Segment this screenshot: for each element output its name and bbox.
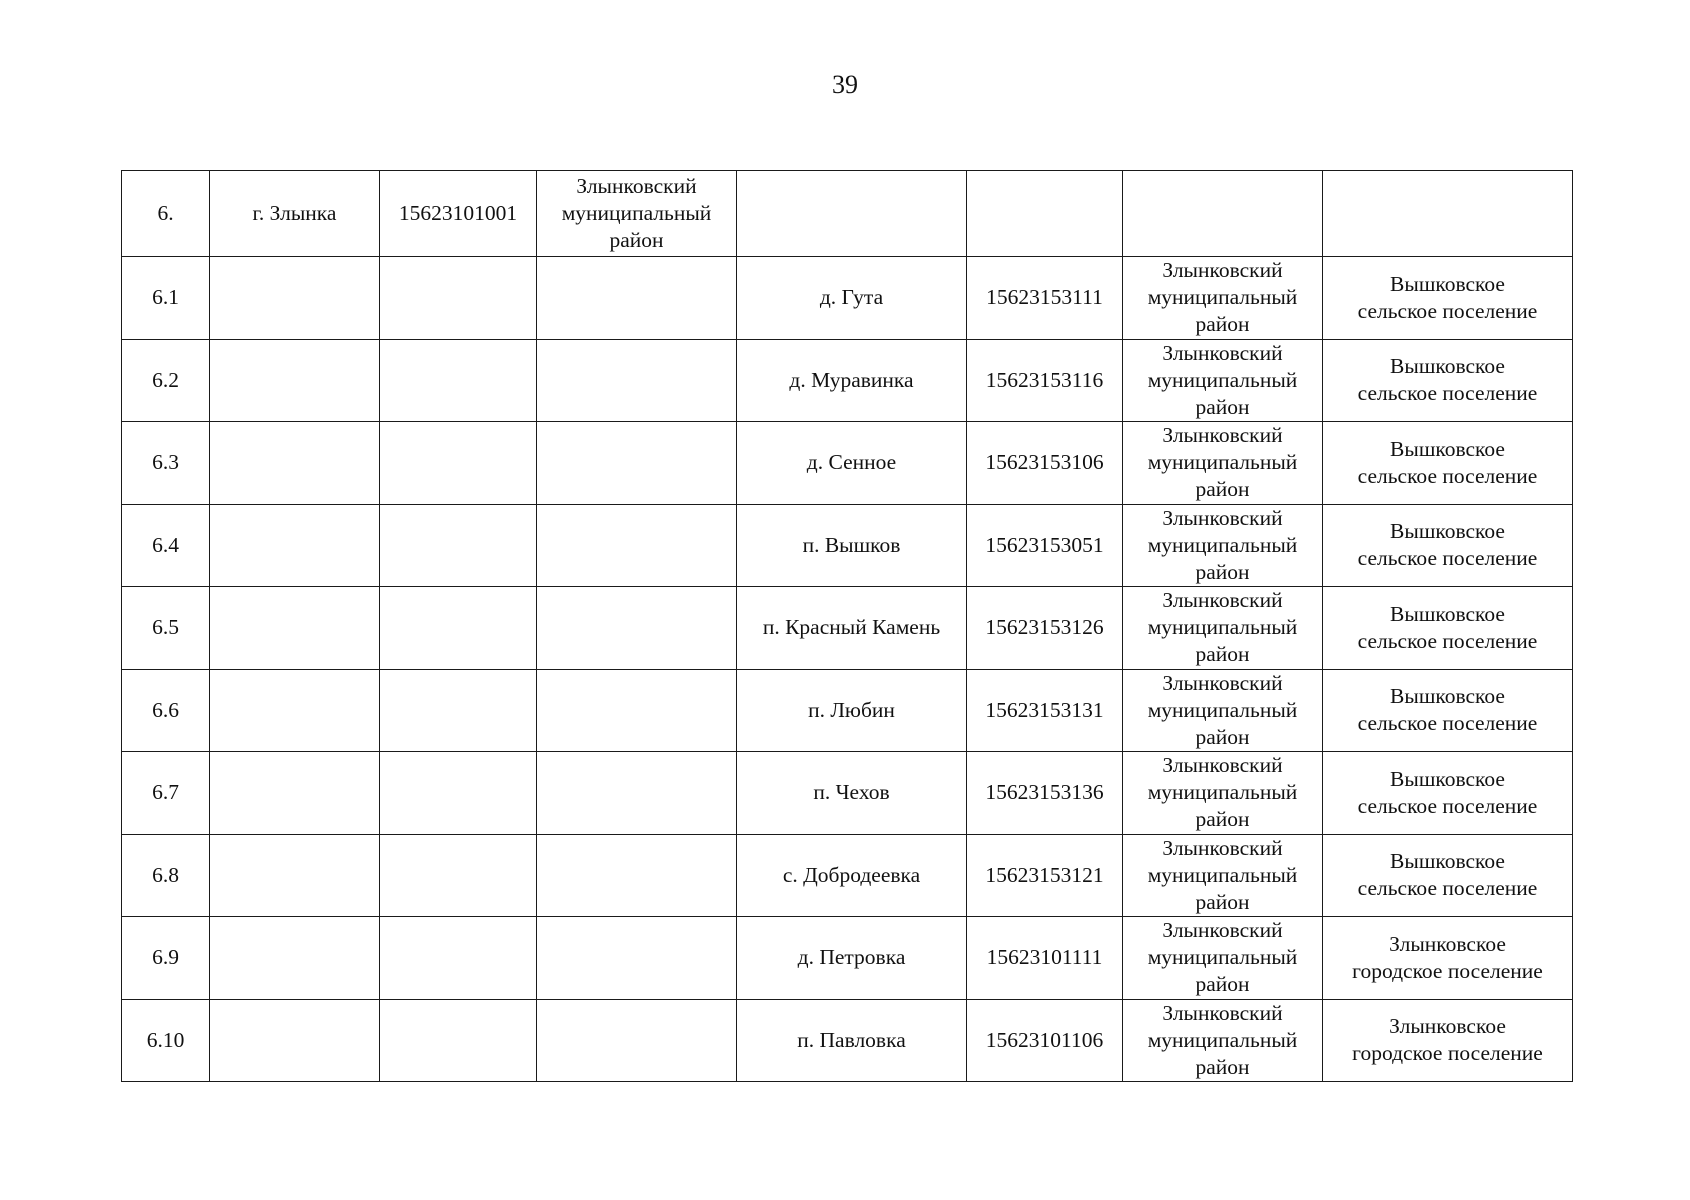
district-name: Злынковский муниципальный район [1123, 669, 1323, 752]
empty-cell [537, 917, 737, 1000]
empty-cell [537, 834, 737, 917]
empty-cell [210, 752, 380, 835]
locality-name: п. Вышков [737, 504, 967, 587]
district-name: Злынковский муниципальный район [1123, 587, 1323, 670]
empty-cell [537, 587, 737, 670]
row-number: 6.1 [122, 257, 210, 340]
oktmo-code: 15623101106 [967, 999, 1123, 1082]
district-name: Злынковский муниципальный район [1123, 257, 1323, 340]
empty-cell [380, 339, 537, 422]
row-number: 6.4 [122, 504, 210, 587]
empty-cell [380, 257, 537, 340]
empty-cell [967, 171, 1123, 257]
empty-cell [380, 834, 537, 917]
row-number: 6.7 [122, 752, 210, 835]
row-number: 6.3 [122, 422, 210, 505]
table-row [122, 669, 1573, 752]
empty-cell [210, 504, 380, 587]
empty-cell [380, 422, 537, 505]
empty-cell [210, 587, 380, 670]
locality-name: д. Муравинка [737, 339, 967, 422]
oktmo-code: 15623153106 [967, 422, 1123, 505]
table-row [122, 339, 1573, 422]
settlement-name: Вышковское сельское поселение [1323, 752, 1573, 835]
district-name: Злынковский муниципальный район [1123, 917, 1323, 1000]
table-row [122, 917, 1573, 1000]
district-name: Злынковский муниципальный район [1123, 752, 1323, 835]
district-name: Злынковский муниципальный район [1123, 504, 1323, 587]
oktmo-code: 15623153136 [967, 752, 1123, 835]
table-row-main [122, 171, 1573, 257]
empty-cell [537, 999, 737, 1082]
empty-cell [380, 917, 537, 1000]
oktmo-code: 15623153121 [967, 834, 1123, 917]
empty-cell [210, 834, 380, 917]
locality-name: г. Злынка [210, 171, 380, 257]
table-row [122, 422, 1573, 505]
oktmo-code: 15623153116 [967, 339, 1123, 422]
locality-name: д. Гута [737, 257, 967, 340]
oktmo-code: 15623101111 [967, 917, 1123, 1000]
row-number: 6.10 [122, 999, 210, 1082]
locality-name: д. Петровка [737, 917, 967, 1000]
table-row [122, 999, 1573, 1082]
row-number: 6.6 [122, 669, 210, 752]
district-name: Злынковский муниципальный район [1123, 422, 1323, 505]
settlement-name: Вышковское сельское поселение [1323, 257, 1573, 340]
table-row [122, 504, 1573, 587]
locality-name: д. Сенное [737, 422, 967, 505]
settlement-name: Вышковское сельское поселение [1323, 339, 1573, 422]
locality-name: с. Добродеевка [737, 834, 967, 917]
row-number: 6.5 [122, 587, 210, 670]
oktmo-code: 15623153111 [967, 257, 1123, 340]
empty-cell [1123, 171, 1323, 257]
empty-cell [537, 504, 737, 587]
empty-cell [210, 917, 380, 1000]
table-row [122, 752, 1573, 835]
empty-cell [737, 171, 967, 257]
empty-cell [380, 669, 537, 752]
row-number: 6.2 [122, 339, 210, 422]
empty-cell [210, 669, 380, 752]
settlement-name: Вышковское сельское поселение [1323, 587, 1573, 670]
oktmo-code: 15623153126 [967, 587, 1123, 670]
empty-cell [210, 422, 380, 505]
empty-cell [537, 257, 737, 340]
settlement-name: Вышковское сельское поселение [1323, 669, 1573, 752]
row-number: 6.9 [122, 917, 210, 1000]
empty-cell [210, 339, 380, 422]
empty-cell [210, 999, 380, 1082]
empty-cell [537, 752, 737, 835]
table-row [122, 587, 1573, 670]
row-number: 6. [122, 171, 210, 257]
empty-cell [380, 752, 537, 835]
table-row [122, 834, 1573, 917]
empty-cell [537, 339, 737, 422]
settlements-table [121, 170, 1573, 1082]
oktmo-code: 15623101001 [380, 171, 537, 257]
locality-name: п. Чехов [737, 752, 967, 835]
settlement-name: Вышковское сельское поселение [1323, 422, 1573, 505]
district-name: Злынковский муниципальный район [1123, 834, 1323, 917]
settlement-name: Злынковское городское поселение [1323, 917, 1573, 1000]
locality-name: п. Павловка [737, 999, 967, 1082]
empty-cell [380, 504, 537, 587]
empty-cell [380, 587, 537, 670]
page-number: 39 [832, 70, 858, 99]
locality-name: п. Любин [737, 669, 967, 752]
empty-cell [380, 999, 537, 1082]
empty-cell [537, 669, 737, 752]
oktmo-code: 15623153131 [967, 669, 1123, 752]
district-name: Злынковский муниципальный район [537, 171, 737, 257]
empty-cell [210, 257, 380, 340]
district-name: Злынковский муниципальный район [1123, 999, 1323, 1082]
settlement-name: Злынковское городское поселение [1323, 999, 1573, 1082]
settlement-name: Вышковское сельское поселение [1323, 834, 1573, 917]
empty-cell [537, 422, 737, 505]
settlement-name: Вышковское сельское поселение [1323, 504, 1573, 587]
table-body [122, 171, 1573, 1082]
table-row [122, 257, 1573, 340]
district-name: Злынковский муниципальный район [1123, 339, 1323, 422]
oktmo-code: 15623153051 [967, 504, 1123, 587]
row-number: 6.8 [122, 834, 210, 917]
locality-name: п. Красный Камень [737, 587, 967, 670]
empty-cell [1323, 171, 1573, 257]
